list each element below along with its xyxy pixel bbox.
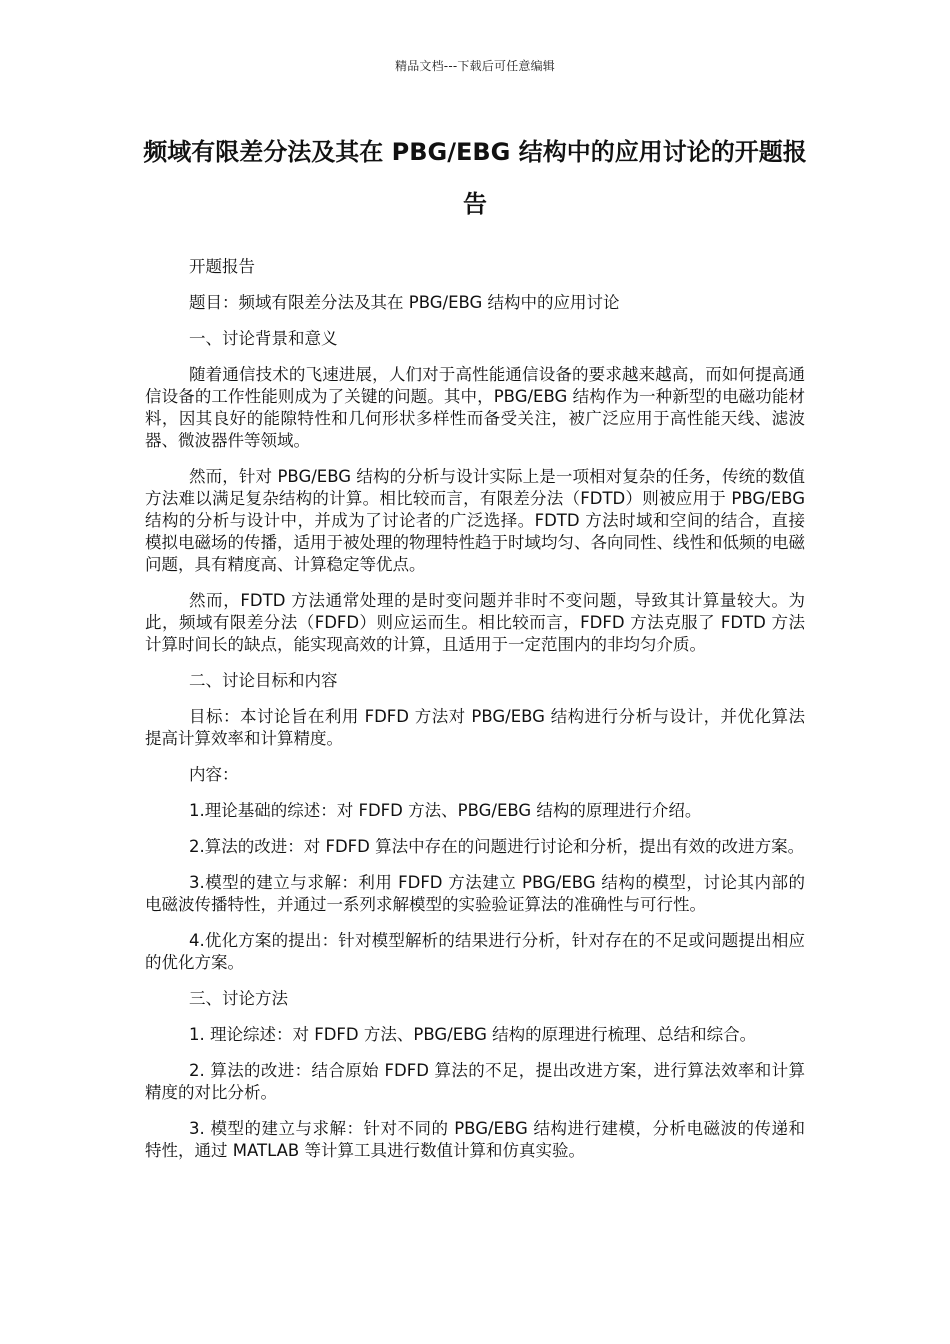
document-title: 频域有限差分法及其在 PBG/EBG 结构中的应用讨论的开题报告 [143,138,807,218]
paragraph-content-label: 内容： [189,765,239,784]
paragraph-background-2: 然而，针对 PBG/EBG 结构的分析与设计实际上是一项相对复杂的任务，传统的数值方法难以满足复杂结构的计算。相比较而言，有限差分法（FDTD）则被应用于 PBG/EBG 结构的分析与设计中，并成为了讨论者的广泛选择。FDTD 方法时域和空间的结合，直接模拟电磁场的传播，适用于被处理的物理特性趋于时域均匀、各向同性、线性和低频的电磁问题，具有精度高、计算稳定等优点。 [145,467,805,574]
list-item-method-1: 1. 理论综述：对 FDFD 方法、PBG/EBG 结构的原理进行梳理、总结和综合。 [189,1025,757,1044]
paragraph-goal: 目标：本讨论旨在利用 FDFD 方法对 PBG/EBG 结构进行分析与设计，并优化算法提高计算效率和计算精度。 [145,707,805,748]
list-item-content-1: 1.理论基础的综述：对 FDFD 方法、PBG/EBG 结构的原理进行介绍。 [189,801,702,820]
page-header-note: 精品文档---下载后可任意编辑 [395,59,555,73]
list-item-content-4: 4.优化方案的提出：针对模型解析的结果进行分析，针对存在的不足或问题提出相应的优化方案。 [145,931,805,972]
paragraph-background-1: 随着通信技术的飞速进展，人们对于高性能通信设备的要求越来越高，而如何提高通信设备的工作性能则成为了关键的问题。其中，PBG/EBG 结构作为一种新型的电磁功能材料，因其良好的能隙特性和几何形状多样性而备受关注，被广泛应用于高性能天线、滤波器、微波器件等领域。 [145,365,805,450]
list-item-method-2: 2. 算法的改进：结合原始 FDFD 算法的不足，提出改进方案，进行算法效率和计算精度的对比分析。 [145,1061,805,1102]
section-heading-methods: 三、讨论方法 [189,989,288,1008]
list-item-method-3: 3. 模型的建立与求解：针对不同的 PBG/EBG 结构进行建模，分析电磁波的传递和特性，通过 MATLAB 等计算工具进行数值计算和仿真实验。 [145,1119,805,1160]
section-heading-background: 一、讨论背景和意义 [189,329,338,348]
paragraph-topic: 题目：频域有限差分法及其在 PBG/EBG 结构中的应用讨论 [189,293,620,312]
paragraph-report-label: 开题报告 [189,257,255,276]
list-item-content-2: 2.算法的改进：对 FDFD 算法中存在的问题进行讨论和分析，提出有效的改进方案。 [189,837,805,856]
document-body [145,256,805,1176]
list-item-content-3: 3.模型的建立与求解：利用 FDFD 方法建立 PBG/EBG 结构的模型，讨论其内部的电磁波传播特性，并通过一系列求解模型的实验验证算法的准确性与可行性。 [145,873,805,914]
section-heading-goals: 二、讨论目标和内容 [189,671,338,690]
paragraph-background-3: 然而，FDTD 方法通常处理的是时变问题并非时不变问题，导致其计算量较大。为此，频域有限差分法（FDFD）则应运而生。相比较而言，FDFD 方法克服了 FDTD 方法计算时间长的缺点，能实现高效的计算，且适用于一定范围内的非均匀介质。 [145,591,805,654]
